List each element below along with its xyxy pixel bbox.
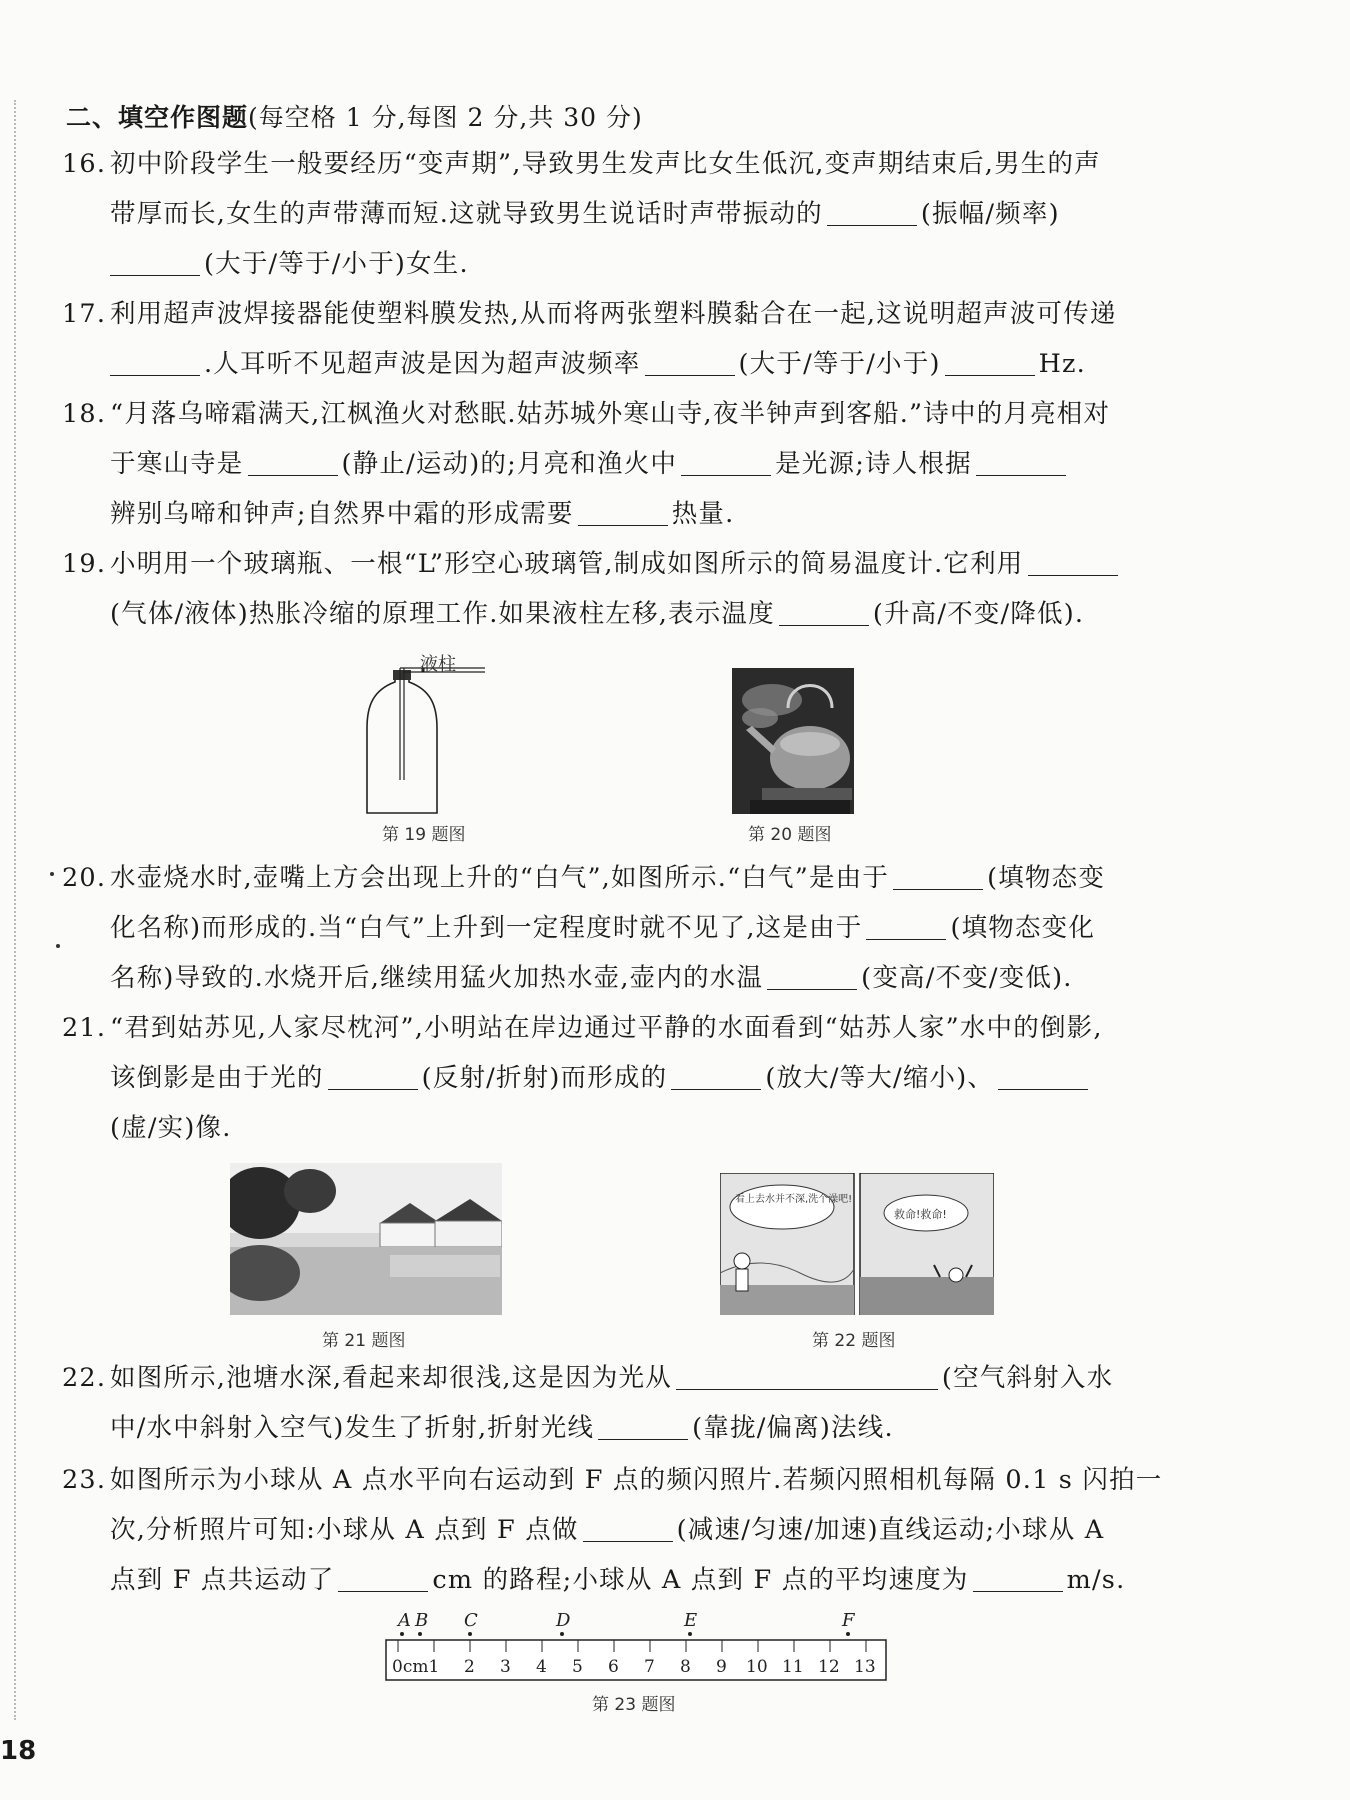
point-label: C bbox=[464, 1610, 478, 1631]
q18-line-1 bbox=[62, 398, 1110, 430]
question-text: 是光源;诗人根据 bbox=[775, 449, 972, 479]
question-text: 名称)导致的.水烧开后,继续用猛火加热水壶,壶内的水温 bbox=[110, 963, 764, 993]
question-text: (大于/等于/小于) bbox=[738, 349, 941, 379]
q23-line-1 bbox=[62, 1464, 1163, 1496]
question-text: (变高/不变/变低). bbox=[861, 963, 1073, 993]
answer-blank[interactable] bbox=[338, 1567, 428, 1592]
margin-dot bbox=[56, 944, 60, 948]
question-number: 18. bbox=[62, 399, 107, 429]
question-text: 小明用一个玻璃瓶、一根“L”形空心玻璃管,制成如图所示的简易温度计.它利用 bbox=[110, 549, 1024, 579]
fig19-caption: 第 19 题图 bbox=[382, 825, 466, 845]
answer-blank[interactable] bbox=[767, 965, 857, 990]
page-number: 18 bbox=[0, 1736, 37, 1766]
question-text: 化名称)而形成的.当“白气”上升到一定程度时就不见了,这是由于 bbox=[110, 913, 863, 943]
answer-blank[interactable] bbox=[671, 1065, 761, 1090]
q20-line-2 bbox=[110, 912, 1095, 944]
ruler-tick-label: 9 bbox=[716, 1657, 727, 1677]
answer-blank[interactable] bbox=[827, 201, 917, 226]
q20-line-1 bbox=[62, 862, 1105, 894]
answer-blank[interactable] bbox=[248, 451, 338, 476]
q17-line-2 bbox=[110, 348, 1086, 380]
answer-blank[interactable] bbox=[973, 1567, 1063, 1592]
section-heading bbox=[66, 98, 643, 134]
answer-blank[interactable] bbox=[1028, 551, 1118, 576]
question-text: (填物态变化 bbox=[950, 913, 1096, 943]
question-text: (填物态变 bbox=[987, 863, 1106, 893]
question-text: (减速/匀速/加速)直线运动;小球从 A bbox=[676, 1515, 1105, 1545]
question-text: .人耳听不见超声波是因为超声波频率 bbox=[204, 349, 641, 379]
answer-blank[interactable] bbox=[681, 451, 771, 476]
binding-margin bbox=[14, 100, 16, 1720]
q20-line-3 bbox=[110, 962, 1073, 994]
answer-blank[interactable] bbox=[645, 351, 735, 376]
question-text: (气体/液体)热胀冷缩的原理工作.如果液柱左移,表示温度 bbox=[110, 599, 775, 629]
q17-line-1 bbox=[62, 298, 1117, 330]
q16-line-1 bbox=[62, 148, 1101, 180]
q16-line-3 bbox=[110, 248, 469, 280]
ruler-tick-label: 7 bbox=[644, 1657, 655, 1677]
q22-line-2 bbox=[110, 1412, 894, 1444]
q19-line-2 bbox=[110, 598, 1084, 630]
q18-line-3 bbox=[110, 498, 734, 530]
question-number: 21. bbox=[62, 1013, 107, 1043]
q22-line-1 bbox=[62, 1362, 1113, 1394]
ruler-tick-label: 3 bbox=[500, 1657, 511, 1677]
question-text: 点到 F 点共运动了 bbox=[110, 1565, 335, 1595]
question-number: 17. bbox=[62, 299, 107, 329]
ruler-tick-label: 4 bbox=[536, 1657, 547, 1677]
answer-blank[interactable] bbox=[110, 351, 200, 376]
ruler-tick-label: 0cm1 bbox=[392, 1657, 440, 1677]
answer-blank[interactable] bbox=[676, 1365, 938, 1390]
section-title: 二、填空作图题 bbox=[66, 103, 249, 132]
fig22-bubble-2: 救命!救命! bbox=[894, 1208, 947, 1221]
answer-blank[interactable] bbox=[110, 251, 200, 276]
question-text: 利用超声波焊接器能使塑料膜发热,从而将两张塑料膜黏合在一起,这说明超声波可传递 bbox=[110, 299, 1117, 329]
fig21-caption: 第 21 题图 bbox=[322, 1331, 406, 1351]
answer-blank[interactable] bbox=[976, 451, 1066, 476]
answer-blank[interactable] bbox=[998, 1065, 1088, 1090]
question-text: (升高/不变/降低). bbox=[872, 599, 1085, 629]
question-text: (大于/等于/小于)女生. bbox=[204, 249, 469, 279]
fig20-caption: 第 20 题图 bbox=[748, 825, 832, 845]
question-number: 16. bbox=[62, 149, 107, 179]
ruler-tick-label: 2 bbox=[464, 1657, 475, 1677]
question-text: “月落乌啼霜满天,江枫渔火对愁眠.姑苏城外寒山寺,夜半钟声到客船.”诗中的月亮相对 bbox=[110, 399, 1111, 429]
q21-line-3 bbox=[110, 1112, 232, 1144]
answer-blank[interactable] bbox=[893, 865, 983, 890]
ruler-tick-label: 12 bbox=[818, 1657, 840, 1677]
answer-blank[interactable] bbox=[583, 1517, 673, 1542]
question-text: (靠拢/偏离)法线. bbox=[692, 1413, 894, 1443]
point-label: F bbox=[842, 1610, 855, 1631]
question-text: cm 的路程;小球从 A 点到 F 点的平均速度为 bbox=[432, 1565, 969, 1595]
answer-blank[interactable] bbox=[779, 601, 869, 626]
margin-dot bbox=[50, 872, 54, 876]
question-text: 于寒山寺是 bbox=[110, 449, 244, 479]
question-text: 带厚而长,女生的声带薄而短.这就导致男生说话时声带振动的 bbox=[110, 199, 823, 229]
answer-blank[interactable] bbox=[328, 1065, 418, 1090]
question-number: 19. bbox=[62, 549, 107, 579]
q23-line-2 bbox=[110, 1514, 1104, 1546]
question-text: 初中阶段学生一般要经历“变声期”,导致男生发声比女生低沉,变声期结束后,男生的声 bbox=[110, 149, 1101, 179]
ruler-tick-label: 11 bbox=[782, 1657, 804, 1677]
fig21-canal-photo bbox=[230, 1163, 502, 1315]
question-text: (空气斜射入水 bbox=[941, 1363, 1114, 1393]
q16-line-2 bbox=[110, 198, 1060, 230]
q23-line-3 bbox=[110, 1564, 1125, 1596]
fig22-caption: 第 22 题图 bbox=[812, 1331, 896, 1351]
answer-blank[interactable] bbox=[866, 915, 946, 940]
fig19-liquid-label: 液柱 bbox=[420, 654, 456, 675]
ruler-tick-label: 10 bbox=[746, 1657, 768, 1677]
fig23-caption: 第 23 题图 bbox=[592, 1695, 676, 1715]
question-text: (振幅/频率) bbox=[920, 199, 1060, 229]
point-label: B bbox=[415, 1610, 429, 1631]
point-label: E bbox=[684, 1610, 698, 1631]
question-text: 如图所示为小球从 A 点水平向右运动到 F 点的频闪照片.若频闪照相机每隔 0.1 s 闪拍一 bbox=[110, 1465, 1163, 1495]
question-text: Hz. bbox=[1038, 349, 1086, 379]
q21-line-1 bbox=[62, 1012, 1103, 1044]
ruler-tick-label: 5 bbox=[572, 1657, 583, 1677]
answer-blank[interactable] bbox=[578, 501, 668, 526]
point-label: D bbox=[556, 1610, 571, 1631]
question-text: 水壶烧水时,壶嘴上方会出现上升的“白气”,如图所示.“白气”是由于 bbox=[110, 863, 890, 893]
fig20-kettle-photo bbox=[732, 668, 854, 814]
question-text: 次,分析照片可知:小球从 A 点到 F 点做 bbox=[110, 1515, 579, 1545]
question-text: 热量. bbox=[671, 499, 735, 529]
q21-line-2 bbox=[110, 1062, 1092, 1094]
answer-blank[interactable] bbox=[945, 351, 1035, 376]
question-text: (静止/运动)的;月亮和渔火中 bbox=[341, 449, 678, 479]
q18-line-2 bbox=[110, 448, 1070, 480]
question-text: “君到姑苏见,人家尽枕河”,小明站在岸边通过平静的水面看到“姑苏人家”水中的倒影, bbox=[110, 1013, 1103, 1043]
point-label: A bbox=[398, 1610, 411, 1631]
question-number: 22. bbox=[62, 1363, 107, 1393]
section-score-note: (每空格 1 分,每图 2 分,共 30 分) bbox=[248, 103, 643, 132]
answer-blank[interactable] bbox=[598, 1415, 688, 1440]
ruler-tick-label: 13 bbox=[854, 1657, 876, 1677]
ruler-tick-label: 6 bbox=[608, 1657, 619, 1677]
ruler-tick-label: 8 bbox=[680, 1657, 691, 1677]
question-text: (反射/折射)而形成的 bbox=[421, 1063, 668, 1093]
fig22-bubble-1: 看上去水并不深,洗个澡吧! bbox=[735, 1194, 853, 1205]
q19-line-1 bbox=[62, 548, 1122, 580]
question-text: 中/水中斜射入空气)发生了折射,折射光线 bbox=[110, 1413, 595, 1443]
question-text: m/s. bbox=[1066, 1565, 1126, 1595]
question-number: 20. bbox=[62, 863, 107, 893]
question-number: 23. bbox=[62, 1465, 107, 1495]
question-text: (虚/实)像. bbox=[110, 1113, 232, 1143]
question-text: 辨别乌啼和钟声;自然界中霜的形成需要 bbox=[110, 499, 574, 529]
question-text: 该倒影是由于光的 bbox=[110, 1063, 324, 1093]
question-text: (放大/等大/缩小)、 bbox=[765, 1063, 995, 1093]
question-text: 如图所示,池塘水深,看起来却很浅,这是因为光从 bbox=[110, 1363, 672, 1393]
